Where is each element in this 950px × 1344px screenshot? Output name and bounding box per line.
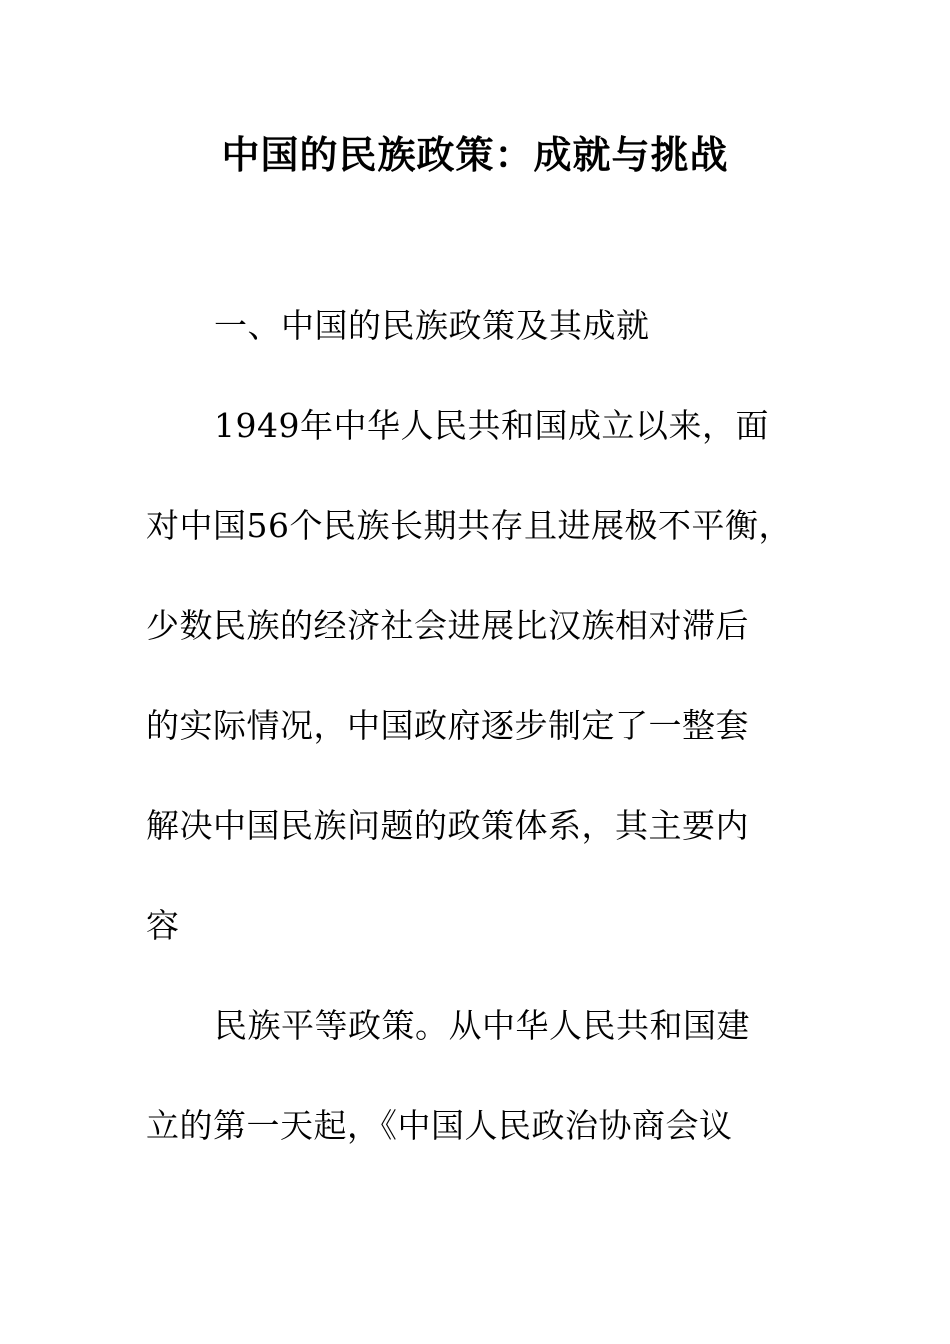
section-heading: 一、中国的民族政策及其成就 — [214, 306, 650, 345]
paragraph-line: 解决中国民族问题的政策体系，其主要内 — [146, 806, 749, 845]
paragraph-line: 少数民族的经济社会进展比汉族相对滞后 — [146, 606, 749, 645]
paragraph-line: 容 — [146, 906, 180, 945]
paragraph-line: 民族平等政策。从中华人民共和国建 — [214, 1006, 750, 1045]
paragraph-line: 的实际情况，中国政府逐步制定了一整套 — [146, 706, 749, 745]
paragraph-line: 1949年中华人民共和国成立以来，面 — [214, 406, 769, 445]
document-title: 中国的民族政策：成就与挑战 — [221, 132, 729, 177]
paragraph-line: 对中国56个民族长期共存且进展极不平衡， — [146, 506, 792, 545]
paragraph-line: 立的第一天起，《中国人民政治协商会议 — [146, 1106, 733, 1145]
